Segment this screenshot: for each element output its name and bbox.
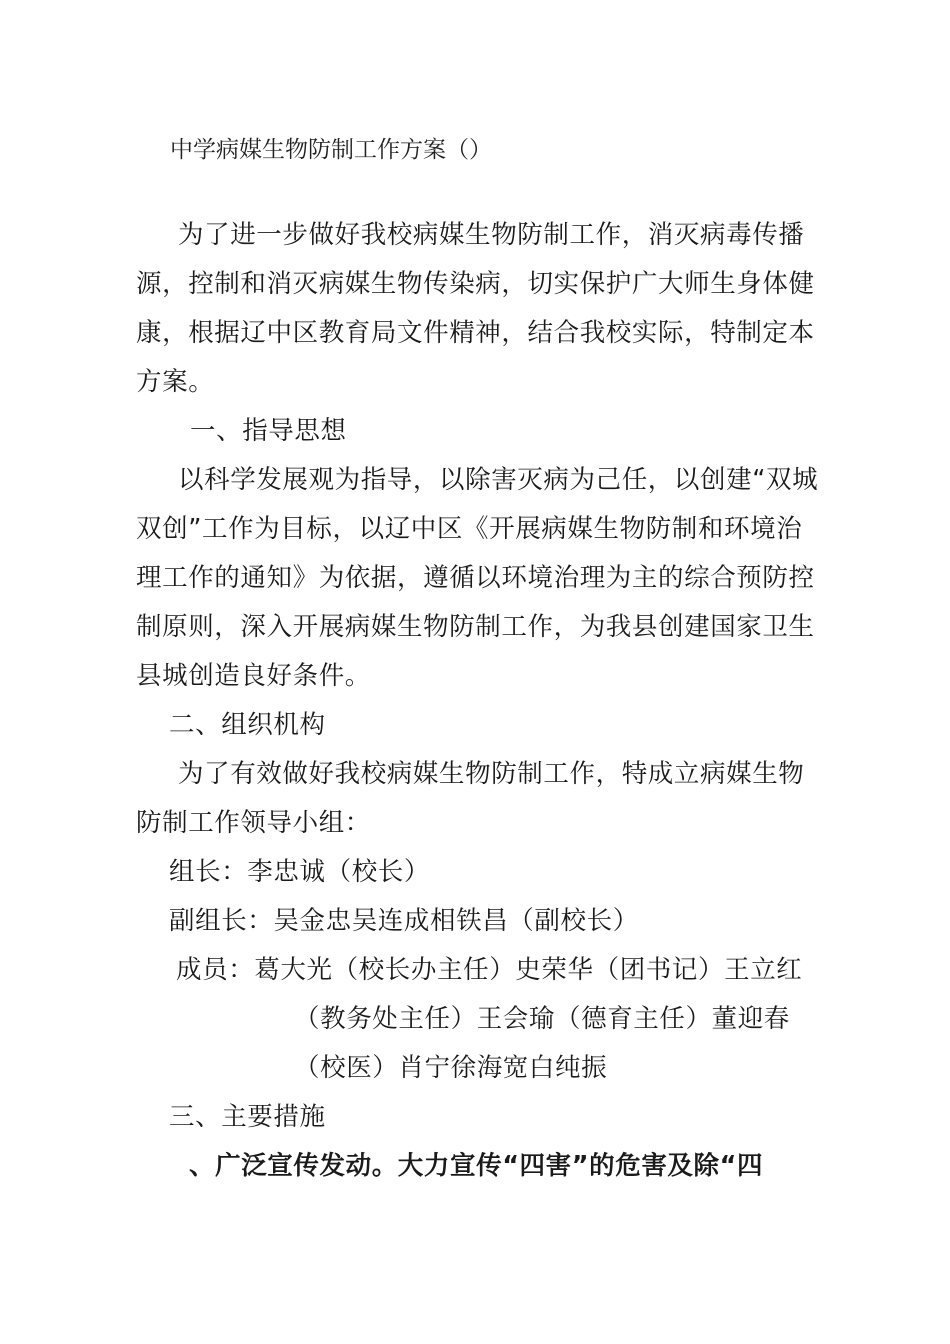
document-title: 中学病媒生物防制工作方案（） [170, 137, 492, 163]
document-body [136, 211, 826, 1191]
guiding-ideology-paragraph: 以科学发展观为指导，以除害灭病为己任，以创建“双城双创”工作为目标，以辽中区《开展病媒生物防制和环境治理工作的通知》为依据，遵循以环境治理为主的综合预防控制原则，深入开展病媒生物防制工作，为我县创建国家卫生县城创造良好条件。 [136, 465, 819, 691]
deputy-leader-line: 副组长：吴金忠吴连成相铁昌（副校长） [169, 906, 639, 936]
members-line-1: 成员：葛大光（校长办主任）史荣华（团书记）王立红 [176, 955, 803, 985]
intro-paragraph: 为了进一步做好我校病媒生物防制工作，消灭病毒传播源，控制和消灭病媒生物传染病，切实保护广大师生身体健康，根据辽中区教育局文件精神，结合我校实际，特制定本方案。 [136, 220, 815, 397]
members-line-2: （教务处主任）王会瑜（德育主任）董迎春 [294, 1004, 790, 1034]
section-heading-organization: 二、组织机构 [169, 710, 326, 740]
section-heading-guiding-ideology: 一、指导思想 [190, 416, 347, 446]
organization-paragraph: 为了有效做好我校病媒生物防制工作，特成立病媒生物防制工作领导小组： [136, 759, 805, 838]
measure-1-paragraph: 、广泛宣传发动。大力宣传“四害”的危害及除“四 [189, 1151, 764, 1181]
section-heading-measures: 三、主要措施 [169, 1102, 326, 1132]
members-line-3: （校医）肖宁徐海宽白纯振 [294, 1053, 608, 1083]
group-leader-line: 组长：李忠诚（校长） [169, 857, 431, 887]
